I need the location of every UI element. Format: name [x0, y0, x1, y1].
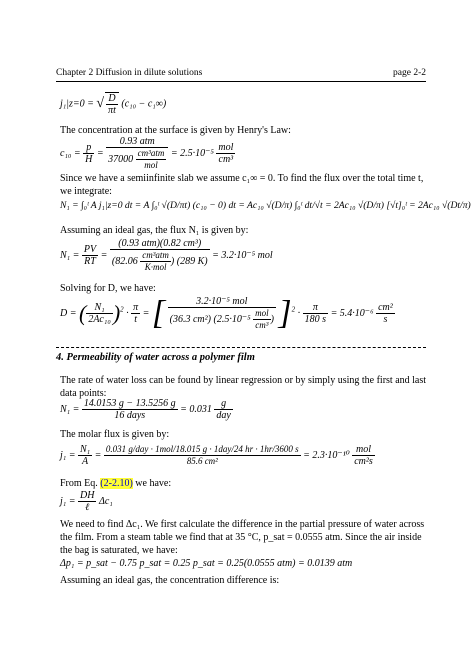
frac-den: t: [134, 314, 138, 325]
fraction-pi-t: [131, 302, 140, 325]
paren-right: ): [112, 300, 121, 326]
header-chapter: Chapter 2 Diffusion in dilute solutions: [56, 68, 203, 78]
header-rule: [56, 81, 426, 82]
frac-den: 180 s: [304, 314, 327, 325]
equation-ideal-gas: N₁ = $\frac{PV}{RT}$ = (0.93 atm)(0.82 cm³) (82.06 $\frac{\text{cm³atm}}{\text{K·mol}}$ ) (289 K) = 3.2·10⁻⁵ mol: [60, 238, 273, 272]
fraction-n1-a: [78, 444, 92, 467]
equation-surface-flux: [60, 92, 166, 116]
frac-num: 14.0153 g − 13.5256 g: [83, 398, 176, 409]
paragraph-concentration: Assuming an ideal gas, the concentration difference is:: [60, 575, 280, 586]
bracket-left: [: [151, 294, 166, 332]
frac-den: ℓ: [85, 502, 90, 513]
frac-num: N₁: [80, 444, 91, 455]
concentration-value: 2.5·10⁻⁵: [216, 313, 251, 325]
equation-rate: [60, 398, 233, 421]
eq-lhs: D =: [60, 307, 77, 319]
paragraph-semiinfinite: Since we have a semiinfinite slab we assume c₁∞ = 0. To find the flux over the total time t, we integrate:: [60, 173, 424, 197]
frac-den: πt: [108, 105, 116, 116]
eq-lhs: j₁ =: [60, 495, 76, 507]
section-divider: [56, 347, 426, 348]
result-units: [352, 444, 375, 467]
result-value: = 2.5·10⁻⁵: [170, 147, 214, 159]
paragraph-need-find: We need to find Δc₁. We first calculate the difference in the partial pressure of water across the film. From a steam table we find that at 35 °C, p_sat = 0.0555 atm. Since the air inside the bag is saturated, we have:: [60, 519, 425, 556]
fraction-d-values: [168, 296, 276, 331]
equation-henry: c₁₀ = $\frac{p}{H}$ = 0.93 atm 37000 $\frac{\text{cm³atm}}{\text{mol}}$ = 2.5·10⁻⁵ $\frac{\text{mol}}{\text{cm³}}$: [60, 136, 234, 170]
frac-num: p: [83, 142, 94, 154]
frac-num: PV: [83, 244, 97, 255]
equation-diffusivity: D = ( $\frac{\text{N₁}}{\text{2Ac₁₀}}$ )$^2$ · $\frac{\pi}{t}$ = [ 3.2·10⁻⁵ mol (36.3 cm²) (2.5·10⁻⁵ $\frac{\text{mol}}{\text{cm³}}$ ) ]$^2$ · $\frac{\pi}{180 s}$ = 5.4·10⁻⁶ $\frac{\text{cm²}}{s}$: [60, 294, 393, 332]
fraction-ideal-gas-values: [110, 238, 210, 273]
frac-den: (82.06 $\frac{\text{cm³atm}}{\text{K·mol}}$ ) (289 K): [111, 250, 208, 272]
frac-den: H: [85, 154, 93, 165]
frac-den: (36.3 cm²) (2.5·10⁻⁵ $\frac{\text{mol}}{\text{cm³}}$ ): [169, 308, 274, 330]
units-den: s: [383, 314, 388, 325]
equation-integration: N₁ = ∫₀ᵗ A j₁|z=0 dt = A ∫₀ᵗ √(D/πt) (c₁₀ − 0) dt = Ac₁₀ √(D/π) ∫₀ᵗ dt/√t = 2Ac₁₀ √(D/π) [√t]₀ᵗ = 2Ac₁₀ √(Dt/π): [60, 200, 471, 211]
units-num: mol: [352, 444, 375, 456]
eq-rhs: (c₁₀ − c₁∞): [121, 98, 167, 110]
header-page-number: page 2-2: [393, 68, 426, 78]
frac-num: D: [106, 93, 118, 105]
fraction-pi-180s: [303, 302, 328, 325]
equation-permeability: [60, 490, 113, 513]
result-units: [376, 302, 395, 325]
equation-molar-flux: j₁ = $\frac{\text{N₁}}{A}$ = $\frac{\text{0.031 g/day · 1mol/18.015 g · 1day/24 hr · 1hr/3600 s}}{\text{85.6 cm²}}$ = 2.3·10⁻¹⁰ $\frac{\text{mol}}{\text{cm²s}}$: [60, 444, 373, 467]
fraction-mass-change: [82, 398, 178, 421]
gas-constant-units: [140, 250, 171, 273]
units-den: mol: [144, 160, 158, 170]
eq-lhs: N₁ =: [60, 249, 80, 261]
units-den: day: [216, 410, 231, 421]
eq-lhs: j₁ =: [60, 449, 76, 461]
units-num: mol: [218, 142, 234, 153]
paragraph-molar: The molar flux is given by:: [60, 429, 170, 440]
units-den: cm²s: [354, 456, 373, 467]
paragraph-henry: The concentration at the surface is given by Henry's Law:: [60, 125, 291, 136]
fraction-pv-rt: [82, 244, 98, 267]
fraction-n1-2ac: [86, 302, 113, 325]
section-title: 4. Permeability of water across a polymer film: [56, 352, 255, 363]
temperature: (289 K): [176, 255, 208, 267]
fraction-henry-values: [106, 136, 168, 171]
units-num: mol: [255, 308, 269, 318]
sqrt-fraction: [105, 92, 119, 116]
frac-den: 16 days: [114, 410, 146, 421]
frac-den: RT: [84, 256, 96, 267]
eq-lhs: j₁|z=0 =: [60, 98, 94, 110]
gas-constant: 82.06: [115, 255, 138, 267]
eq-rhs: Δc₁: [98, 495, 113, 507]
text-from-eq: From Eq.: [60, 478, 101, 489]
frac-num: 0.93 atm: [106, 136, 168, 148]
equation-reference-link[interactable]: (2-2.10): [100, 478, 133, 489]
units-num: cm³atm: [137, 148, 165, 158]
result-value: = 2.3·10⁻¹⁰: [303, 449, 350, 461]
result-units: [214, 398, 232, 421]
text-we-have: we have:: [132, 478, 172, 489]
result-units: [216, 142, 235, 165]
frac-num: 0.031 g/day · 1mol/18.015 g · 1day/24 hr · 1hr/3600 s: [105, 444, 299, 454]
frac-num: (0.93 atm)(0.82 cm³): [110, 238, 210, 250]
concentration-units: [253, 308, 271, 331]
fraction-p-over-h: [83, 142, 94, 165]
result-value: = 5.4·10⁻⁶: [330, 307, 374, 319]
units-num: cm³atm: [142, 250, 169, 260]
bracket-right: ]: [278, 294, 292, 332]
frac-num: N₁: [86, 302, 113, 314]
frac-num: 3.2·10⁻⁵ mol: [168, 296, 276, 308]
paragraph-solve-d: Solving for D, we have:: [60, 283, 156, 294]
frac-den: [106, 148, 168, 171]
sqrt-sign: √: [96, 96, 105, 111]
frac-num: DH: [80, 490, 95, 501]
result-value: = 3.2·10⁻⁵ mol: [212, 249, 273, 261]
frac-den: 2Ac₁₀: [88, 314, 111, 325]
frac-num: π: [303, 302, 328, 314]
units-num: g: [214, 398, 232, 410]
frac-den: A: [82, 456, 89, 467]
frac-den: 85.6 cm²: [186, 456, 218, 466]
paragraph-rate: The rate of water loss can be found by linear regression or by simply using the first and last data points:: [60, 375, 427, 399]
eq-lhs: N₁ =: [60, 403, 80, 415]
units-den: cm³: [255, 320, 269, 330]
henry-constant: 37000: [108, 153, 134, 165]
frac-num: π: [133, 302, 139, 313]
units-num: cm²: [378, 302, 393, 313]
paragraph-from-eq: [60, 477, 426, 490]
paren-left: (: [78, 300, 87, 326]
area-value: (36.3 cm²): [169, 313, 211, 325]
fraction-molar-values: [104, 444, 301, 467]
units-den: cm³: [218, 154, 234, 165]
equation-partial-pressure: Δp₁ = p_sat − 0.75 p_sat = 0.25 p_sat = 0.25(0.0555 atm) = 0.0139 atm: [60, 558, 353, 569]
result-value: = 0.031: [180, 403, 212, 415]
henry-units: [136, 148, 167, 171]
eq-lhs: c₁₀ =: [60, 147, 81, 159]
fraction-dh-l: [78, 490, 96, 513]
units-den: K·mol: [144, 262, 167, 272]
paragraph-ideal-gas: Assuming an ideal gas, the flux N₁ is given by:: [60, 225, 249, 236]
